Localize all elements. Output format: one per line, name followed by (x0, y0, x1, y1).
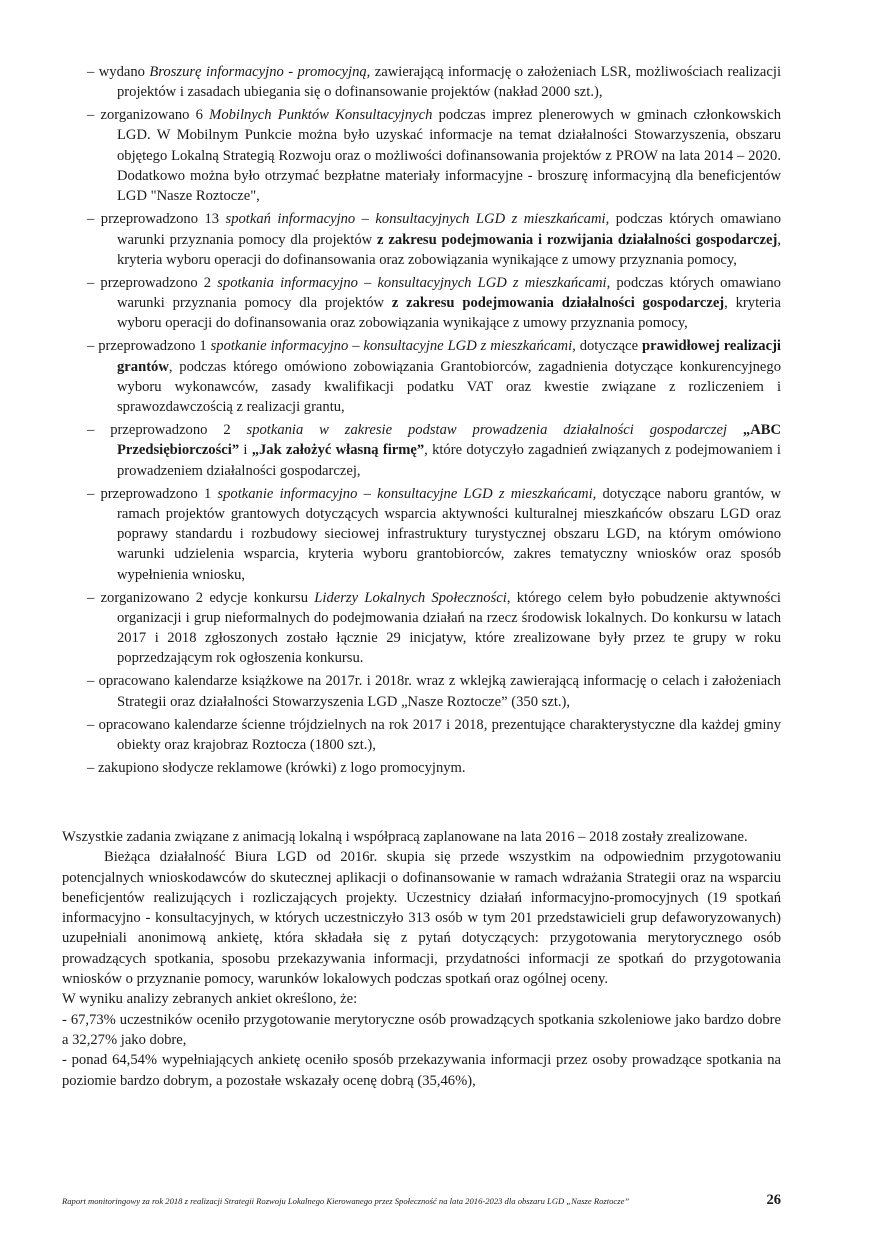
paragraph: Bieżąca działalność Biura LGD od 2016r. skupia się przede wszystkim na odpowiednim przygotowaniu potencjalnych wnioskodawców do skutecznej aplikacji o dofinansowanie w ramach wdrażania Strategii oraz na wsparciu beneficjentów realizujących i rozliczających projekty. Uczestnicy działań informacyjno-promocyjnych (19 spotkań informacyjno - konsultacyjnych, w których uczestniczyło 313 osób w tym 201 przedstawicieli grup defaworyzowanych) uzupełniali anonimową ankietę, która składała się z pytań dotyczących: przygotowania merytorycznego osób prowadzących spotkania, sposobu przekazywania informacji, przydatności informacji ze spotkań do przygotowania wniosków o przyznanie pomocy, warunków lokalowych podczas spotkań oraz ogólnej oceny. (62, 849, 781, 988)
paragraph: W wyniku analizy zebranych ankiet określono, że: (62, 991, 358, 1008)
list-item: – przeprowadzono 13 spotkań informacyjno – konsultacyjnych LGD z mieszkańcami, podczas których omawiano warunki przyznania pomocy dla projektów z zakresu podejmowania i rozwijania działalności gospodarczej, kryteria wyboru operacji do dofinansowania oraz zobowiązania wynikające z umowy przyznania pomocy, (87, 211, 782, 268)
activities-list (87, 62, 781, 781)
paragraph: Wszystkie zadania związane z animacją lokalną i współpracą zaplanowane na lata 2016 – 2018 zostały zrealizowane. (62, 829, 748, 845)
list-item: – zakupiono słodycze reklamowe (krówki) z logo promocyjnym. (87, 759, 466, 776)
list-item: – opracowano kalendarze książkowe na 2017r. i 2018r. wraz z wklejką zawierającą informację o celach i założeniach Strategii oraz działalności Stowarzyszenia LGD „Nasze Roztocze” (350 szt.), (87, 673, 781, 710)
list-item: – zorganizowano 2 edycje konkursu Liderzy Lokalnych Społeczności, którego celem było pobudzenie aktywności organizacji i grup nieformalnych do podejmowania działań na rzecz środowisk lokalnych. Do konkursu w latach 2017 i 2018 zgłoszonych zostało łącznie 29 inicjatyw, które zrealizowane były przez te grupy w roku poprzedzającym rok ogłoszenia konkursu. (87, 589, 781, 667)
list-item: – przeprowadzono 1 spotkanie informacyjno – konsultacyjne LGD z mieszkańcami, dotyczące naboru grantów, w ramach projektów grantowych dotyczących wsparcia aktywności kulturalnej mieszkańców obszaru LGD oraz poprawy standardu i rozbudowy sieciowej infrastruktury turystycznej obszaru LGD, na którym omówiono warunki udzielenia wsparcia, kryteria wyboru grantobiorców, zakres tematyczny wniosków oraz sposób wypełnienia wniosku, (87, 485, 781, 583)
paragraph: - ponad 64,54% wypełniających ankietę oceniło sposób przekazywania informacji przez osoby prowadzące spotkania na poziomie bardzo dobrym, a pozostałe wskazały ocenę dobrą (35,46%), (62, 1052, 781, 1089)
list-item: – przeprowadzono 2 spotkania informacyjno – konsultacyjnych LGD z mieszkańcami, podczas których omawiano warunki przyznania pomocy dla projektów z zakresu podejmowania działalności gospodarczej, kryteria wyboru operacji do dofinansowania oraz zobowiązania wynikające z umowy przyznania pomocy, (87, 274, 781, 332)
list-item: – przeprowadzono 2 spotkania w zakresie podstaw prowadzenia działalności gospodarczej „ABC Przedsiębiorczości” i „Jak założyć własną firmę”, które dotyczyło zagadnień związanych z podejmowaniem i prowadzeniem działalności gospodarczej, (87, 422, 782, 479)
paragraph: - 67,73% uczestników oceniło przygotowanie merytoryczne osób prowadzących spotkania szkoleniowe jako bardzo dobre a 32,27% jako dobre, (62, 1011, 781, 1048)
footer-text: Raport monitoringowy za rok 2018 z realizacji Strategii Rozwoju Lokalnego Kierowanego przez Społeczność na lata 2016-2023 dla obszaru LGD „Nasze Roztocze” (62, 1196, 630, 1206)
list-item: – zorganizowano 6 Mobilnych Punktów Konsultacyjnych podczas imprez plenerowych w gminach członkowskich LGD. W Mobilnym Punkcie można było uzyskać informacje na temat działalności Stowarzyszenia, obszaru objętego Lokalną Strategią Rozwoju oraz o możliwości dofinansowania projektów z PROW na lata 2014 – 2020. Dodatkowo można było otrzymać bezpłatne materiały informacyjne - broszurę informacyjną dla beneficjentów LGD "Nasze Roztocze", (87, 107, 781, 205)
list-item: – wydano Broszurę informacyjno - promocyjną, zawierającą informację o założeniach LSR, możliwościach realizacji projektów i zasadach ubiegania się o dofinansowanie projektów (nakład 2000 szt.), (87, 64, 781, 101)
list-item: – opracowano kalendarze ścienne trójdzielnych na rok 2017 i 2018, prezentujące charakterystyczne dla każdej gminy obiekty oraz krajobraz Roztocza (1800 szt.), (87, 716, 781, 753)
list-item: – przeprowadzono 1 spotkanie informacyjno – konsultacyjne LGD z mieszkańcami, dotyczące prawidłowej realizacji grantów, podczas którego omówiono zobowiązania Grantobiorców, zagadnienia dotyczące konkurencyjnego wyboru wykonawców, zasady kwalifikacji podatku VAT oraz kwestie związane z rozliczeniem i sprawozdawczością z realizacji grantu, (87, 338, 781, 416)
page-footer (62, 1192, 781, 1212)
body-text (62, 827, 781, 1091)
page-number: 26 (766, 1192, 781, 1208)
